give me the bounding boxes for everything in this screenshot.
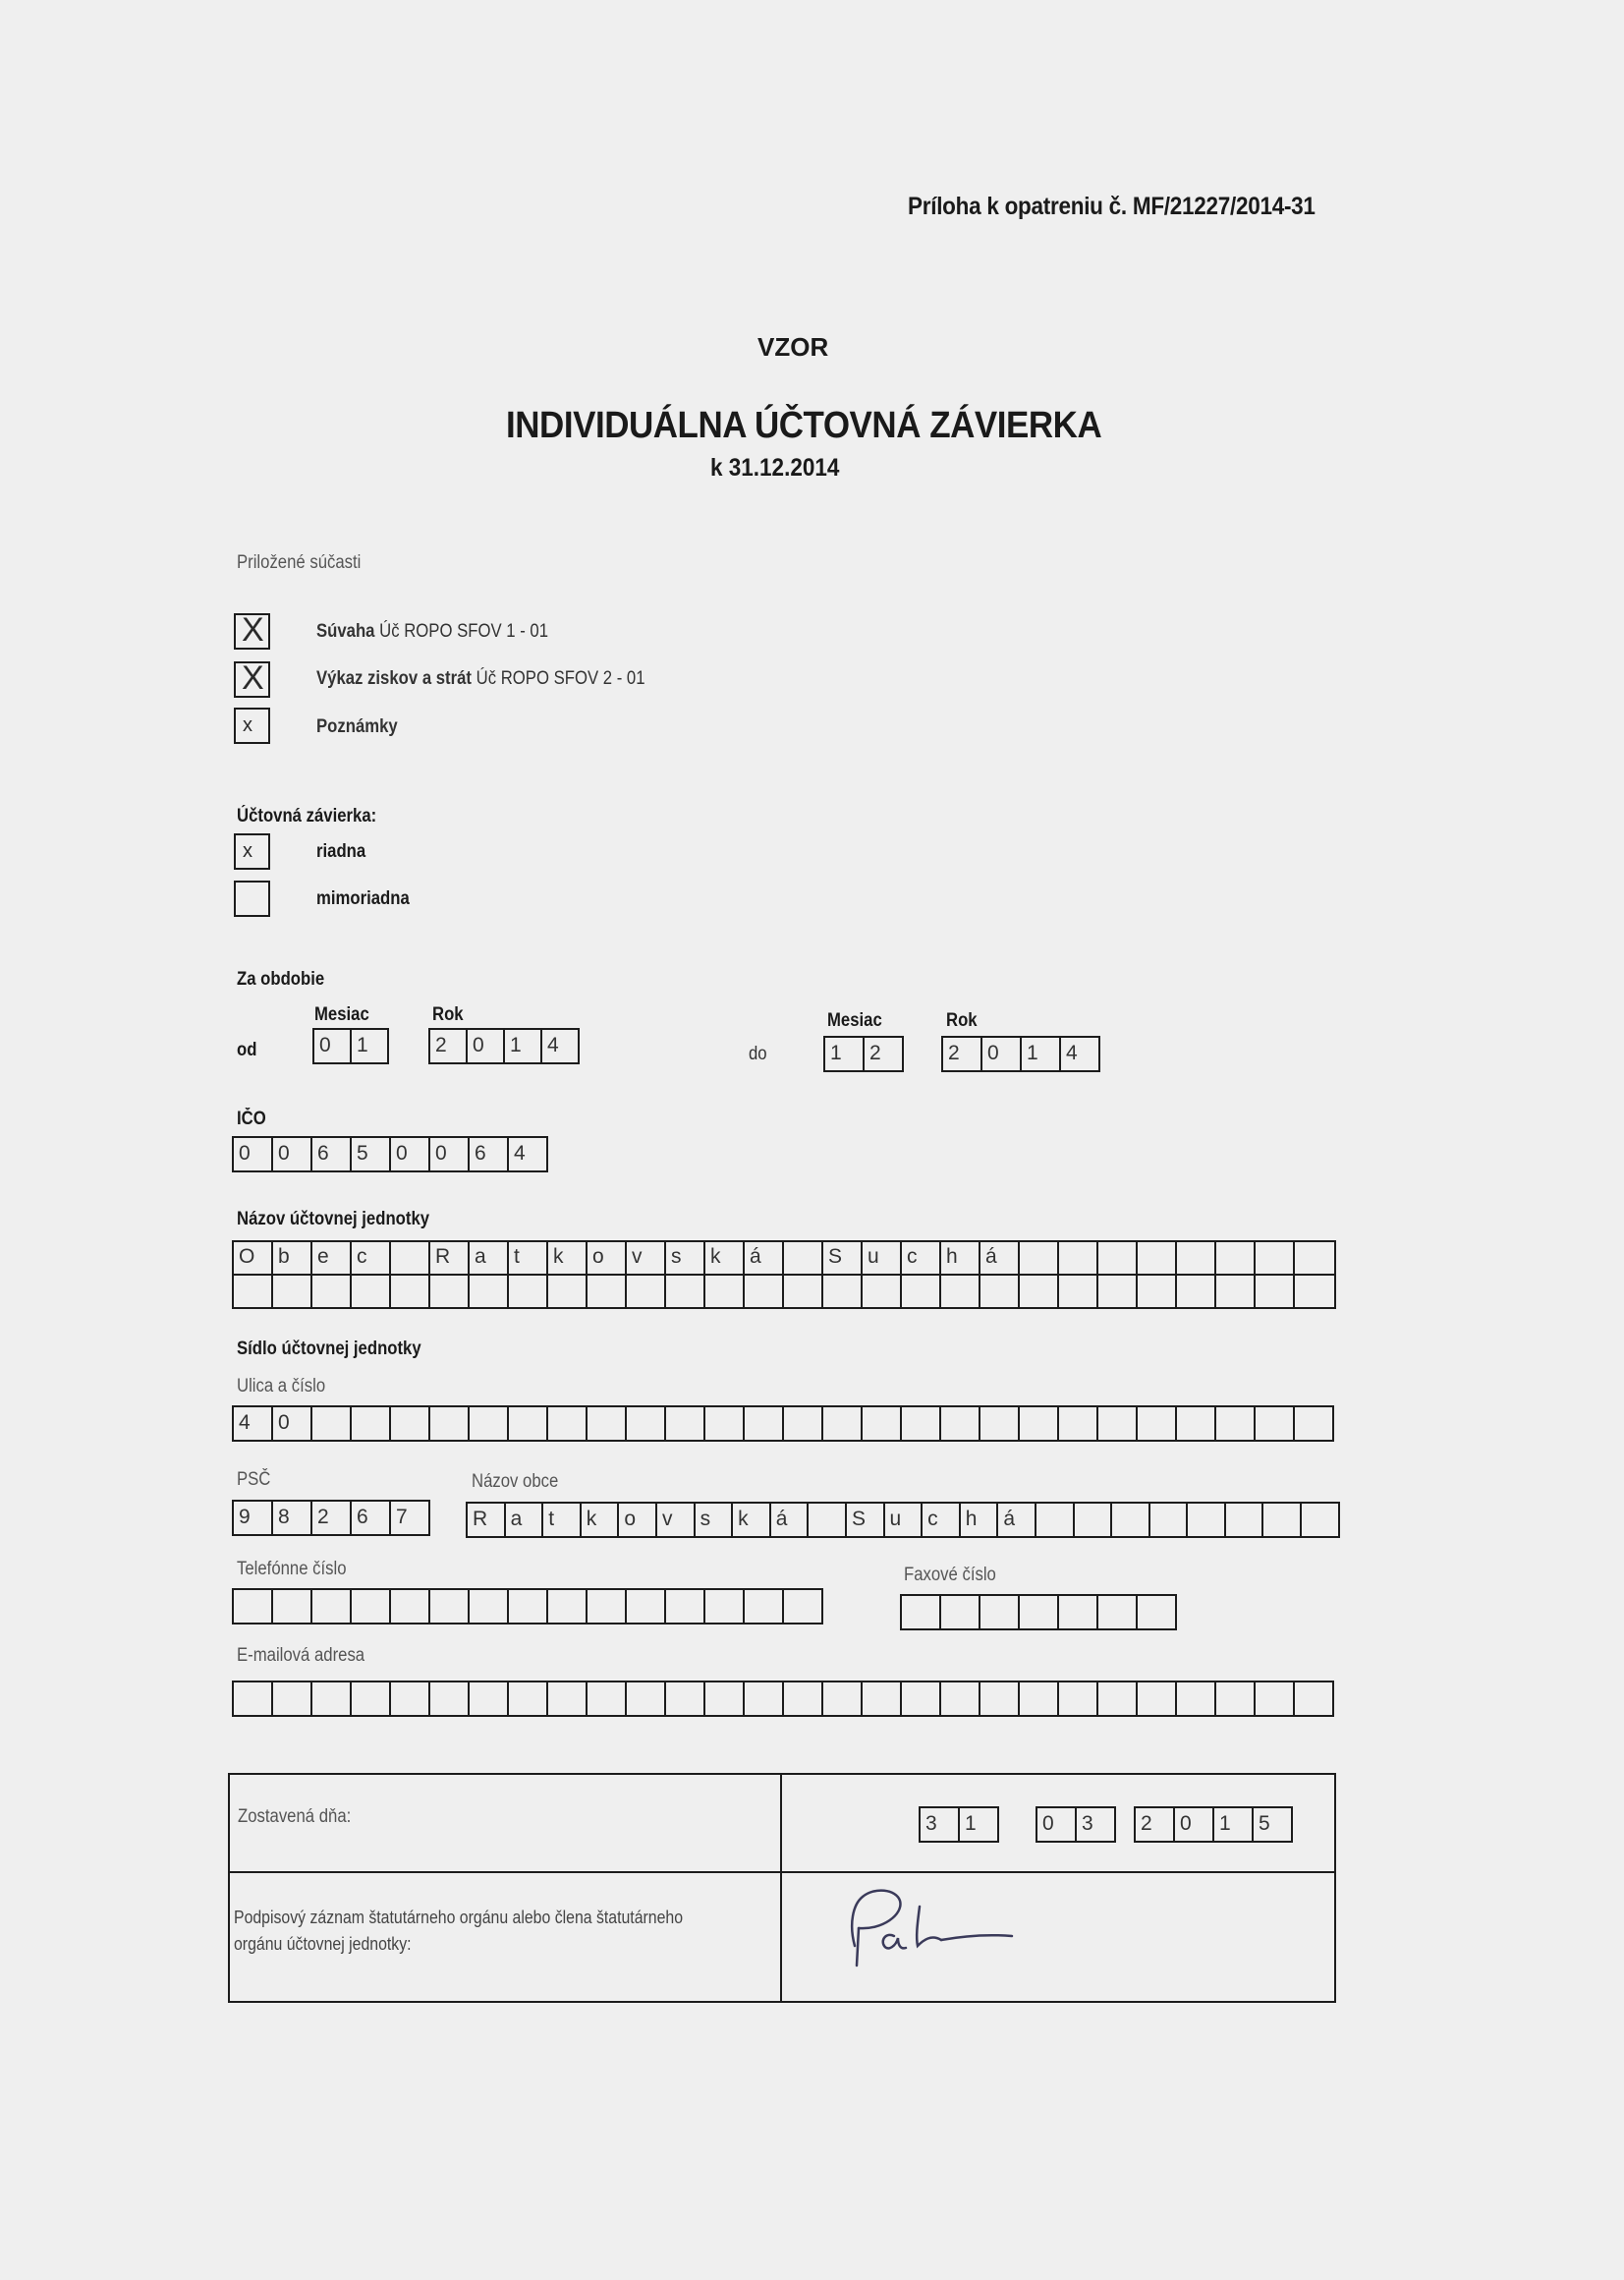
phone-cell[interactable] <box>666 1590 705 1623</box>
email-cell[interactable] <box>666 1682 705 1715</box>
street-cell[interactable] <box>784 1407 823 1440</box>
email-cell[interactable] <box>705 1682 745 1715</box>
street-cell[interactable] <box>627 1407 666 1440</box>
entity-name-cell[interactable] <box>745 1276 784 1307</box>
entity-name-cell[interactable] <box>470 1276 509 1307</box>
street-cell[interactable] <box>941 1407 980 1440</box>
entity-name-row1 <box>234 1242 1334 1274</box>
component-profit-loss: Výkaz ziskov a strát Úč ROPO SFOV 2 - 01 <box>316 668 645 689</box>
email-cell[interactable] <box>509 1682 548 1715</box>
entity-name-cell[interactable] <box>784 1276 823 1307</box>
entity-name-cell[interactable]: S <box>823 1242 863 1274</box>
email-label: E-mailová adresa <box>237 1645 365 1666</box>
fax-field[interactable] <box>900 1594 1177 1630</box>
phone-cell[interactable] <box>234 1590 273 1623</box>
to-year-field[interactable] <box>941 1036 1100 1072</box>
ico-field[interactable] <box>232 1136 548 1172</box>
to-year-cell[interactable]: 2 <box>943 1038 982 1070</box>
entity-name-cell[interactable] <box>1020 1276 1059 1307</box>
c-year-cell[interactable]: 0 <box>1175 1808 1214 1841</box>
entity-name-cell[interactable] <box>312 1276 352 1307</box>
compiled-year-field[interactable] <box>1134 1806 1293 1843</box>
to-year-cell[interactable]: 4 <box>1061 1038 1100 1070</box>
phone-field[interactable] <box>232 1588 823 1624</box>
entity-name-cell[interactable] <box>1295 1242 1334 1274</box>
phone-cell[interactable] <box>784 1590 823 1623</box>
town-cell[interactable]: á <box>998 1504 1036 1536</box>
psc-cell[interactable]: 9 <box>234 1502 273 1534</box>
entity-name-row2 <box>234 1274 1334 1307</box>
email-field[interactable] <box>232 1681 1334 1717</box>
entity-name-cell[interactable] <box>391 1242 430 1274</box>
town-cell[interactable] <box>1150 1504 1189 1536</box>
entity-name-cell[interactable] <box>863 1276 902 1307</box>
period-heading: Za obdobie <box>237 969 325 990</box>
from-label: od <box>237 1040 257 1060</box>
to-year-label: Rok <box>946 1010 978 1031</box>
fax-cell[interactable] <box>1098 1596 1138 1628</box>
street-cell[interactable] <box>705 1407 745 1440</box>
psc-field[interactable] <box>232 1500 430 1536</box>
town-cell[interactable]: s <box>696 1504 734 1536</box>
email-cell[interactable] <box>863 1682 902 1715</box>
town-cell[interactable]: a <box>506 1504 544 1536</box>
to-year-cell[interactable]: 0 <box>982 1038 1022 1070</box>
to-label: do <box>749 1044 767 1064</box>
town-cell[interactable]: R <box>468 1504 506 1536</box>
email-cell[interactable] <box>588 1682 627 1715</box>
document-title: INDIVIDUÁLNA ÚČTOVNÁ ZÁVIERKA <box>506 405 1102 446</box>
street-cell[interactable]: 0 <box>273 1407 312 1440</box>
email-cell[interactable] <box>1295 1682 1334 1715</box>
email-cell[interactable] <box>902 1682 941 1715</box>
street-cell[interactable] <box>1216 1407 1256 1440</box>
town-cell[interactable] <box>1302 1504 1340 1536</box>
street-cell[interactable] <box>823 1407 863 1440</box>
entity-name-cell[interactable] <box>823 1276 863 1307</box>
entity-name-cell[interactable] <box>509 1276 548 1307</box>
street-cell[interactable] <box>548 1407 588 1440</box>
c-day-cell[interactable]: 1 <box>960 1808 999 1841</box>
entity-name-cell[interactable]: k <box>705 1242 745 1274</box>
phone-cell[interactable] <box>470 1590 509 1623</box>
entity-name-cell[interactable] <box>1098 1276 1138 1307</box>
entity-name-cell[interactable] <box>273 1276 312 1307</box>
entity-name-cell[interactable]: k <box>548 1242 588 1274</box>
phone-cell[interactable] <box>588 1590 627 1623</box>
checkbox-regular[interactable]: x <box>234 833 270 870</box>
fax-cell[interactable] <box>941 1596 980 1628</box>
entity-name-cell[interactable]: t <box>509 1242 548 1274</box>
street-cell[interactable] <box>588 1407 627 1440</box>
street-cell[interactable] <box>470 1407 509 1440</box>
town-cell[interactable]: k <box>733 1504 771 1536</box>
entity-name-cell[interactable] <box>1138 1242 1177 1274</box>
compiled-day-field[interactable] <box>919 1806 999 1843</box>
from-year-label: Rok <box>432 1004 464 1025</box>
entity-name-cell[interactable] <box>1177 1242 1216 1274</box>
to-month-cell[interactable]: 2 <box>865 1038 904 1070</box>
phone-cell[interactable] <box>627 1590 666 1623</box>
psc-cell[interactable]: 6 <box>352 1502 391 1534</box>
entity-name-cell[interactable]: o <box>588 1242 627 1274</box>
from-year-cell[interactable]: 2 <box>430 1030 468 1062</box>
from-year-cell[interactable]: 4 <box>542 1030 580 1062</box>
email-cell[interactable] <box>352 1682 391 1715</box>
from-year-cell[interactable]: 0 <box>468 1030 505 1062</box>
town-cell[interactable] <box>1112 1504 1150 1536</box>
entity-name-cell[interactable]: e <box>312 1242 352 1274</box>
to-year-cell[interactable]: 1 <box>1022 1038 1061 1070</box>
entity-name-cell[interactable]: á <box>745 1242 784 1274</box>
fax-label: Faxové číslo <box>904 1565 996 1585</box>
document-label: VZOR <box>757 332 829 362</box>
entity-name-cell[interactable] <box>1059 1242 1098 1274</box>
phone-cell[interactable] <box>430 1590 470 1623</box>
fax-cell[interactable] <box>1020 1596 1059 1628</box>
entity-name-field[interactable] <box>232 1240 1336 1309</box>
entity-name-cell[interactable] <box>980 1276 1020 1307</box>
component-notes: Poznámky <box>316 716 398 737</box>
ico-cell[interactable]: 5 <box>352 1138 391 1170</box>
email-cell[interactable] <box>548 1682 588 1715</box>
ico-label: IČO <box>237 1109 266 1129</box>
from-month-label: Mesiac <box>314 1004 369 1025</box>
street-cell[interactable] <box>863 1407 902 1440</box>
entity-name-cell[interactable] <box>430 1276 470 1307</box>
to-month-label: Mesiac <box>827 1010 882 1031</box>
street-cell[interactable] <box>391 1407 430 1440</box>
email-cell[interactable] <box>470 1682 509 1715</box>
fax-cell[interactable] <box>1059 1596 1098 1628</box>
town-cell[interactable] <box>809 1504 847 1536</box>
compiled-label: Zostavená dňa: <box>238 1806 352 1827</box>
entity-name-cell[interactable] <box>1256 1276 1295 1307</box>
town-cell[interactable]: u <box>885 1504 924 1536</box>
entity-name-cell[interactable]: v <box>627 1242 666 1274</box>
handwritten-signature <box>835 1875 1032 1983</box>
seat-heading: Sídlo účtovnej jednotky <box>237 1339 421 1359</box>
email-cell[interactable] <box>430 1682 470 1715</box>
checkbox-balance-sheet[interactable]: X <box>234 613 270 650</box>
email-cell[interactable] <box>312 1682 352 1715</box>
entity-name-cell[interactable]: s <box>666 1242 705 1274</box>
entity-name-cell[interactable]: b <box>273 1242 312 1274</box>
entity-name-cell[interactable] <box>1138 1276 1177 1307</box>
to-month-field[interactable] <box>823 1036 904 1072</box>
email-cell[interactable] <box>1256 1682 1295 1715</box>
email-cell[interactable] <box>823 1682 863 1715</box>
entity-name-cell[interactable] <box>352 1276 391 1307</box>
entity-name-cell[interactable] <box>1059 1276 1098 1307</box>
town-cell[interactable] <box>1188 1504 1226 1536</box>
phone-cell[interactable] <box>273 1590 312 1623</box>
email-cell[interactable] <box>627 1682 666 1715</box>
fax-cell[interactable] <box>1138 1596 1177 1628</box>
entity-name-cell[interactable]: c <box>352 1242 391 1274</box>
checkbox-notes[interactable]: x <box>234 708 270 744</box>
street-cell[interactable] <box>980 1407 1020 1440</box>
entity-name-cell[interactable] <box>1216 1242 1256 1274</box>
town-cell[interactable] <box>1075 1504 1113 1536</box>
compiled-month-field[interactable] <box>1036 1806 1116 1843</box>
entity-name-cell[interactable] <box>1295 1276 1334 1307</box>
email-cell[interactable] <box>784 1682 823 1715</box>
c-month-cell[interactable]: 0 <box>1037 1808 1077 1841</box>
from-year-field[interactable] <box>428 1028 580 1064</box>
email-cell[interactable] <box>980 1682 1020 1715</box>
entity-name-cell[interactable] <box>588 1276 627 1307</box>
entity-name-cell[interactable]: h <box>941 1242 980 1274</box>
email-cell[interactable] <box>941 1682 980 1715</box>
email-cell[interactable] <box>1177 1682 1216 1715</box>
entity-name-cell[interactable] <box>941 1276 980 1307</box>
town-cell[interactable]: t <box>543 1504 582 1536</box>
phone-label: Telefónne číslo <box>237 1559 347 1579</box>
email-cell[interactable] <box>273 1682 312 1715</box>
psc-label: PSČ <box>237 1469 271 1490</box>
town-cell[interactable] <box>1263 1504 1302 1536</box>
components-heading: Priložené súčasti <box>237 552 362 573</box>
regular-label: riadna <box>316 841 366 862</box>
component-balance-sheet: Súvaha Úč ROPO SFOV 1 - 01 <box>316 621 549 642</box>
entity-name-label: Názov účtovnej jednotky <box>237 1209 430 1229</box>
street-field[interactable] <box>232 1405 1334 1442</box>
phone-cell[interactable] <box>312 1590 352 1623</box>
entity-name-cell[interactable] <box>391 1276 430 1307</box>
street-cell[interactable] <box>1138 1407 1177 1440</box>
entity-name-cell[interactable] <box>784 1242 823 1274</box>
street-cell[interactable] <box>666 1407 705 1440</box>
street-cell[interactable] <box>745 1407 784 1440</box>
signature-block-rowline <box>228 1871 1336 1873</box>
town-cell[interactable] <box>1036 1504 1075 1536</box>
email-cell[interactable] <box>1098 1682 1138 1715</box>
c-month-cell[interactable]: 3 <box>1077 1808 1116 1841</box>
town-field[interactable] <box>466 1502 1340 1538</box>
ico-cell[interactable]: 6 <box>312 1138 352 1170</box>
entity-name-cell[interactable] <box>902 1276 941 1307</box>
street-cell[interactable]: 4 <box>234 1407 273 1440</box>
entity-name-cell[interactable] <box>627 1276 666 1307</box>
entity-name-cell[interactable] <box>548 1276 588 1307</box>
from-year-cell[interactable]: 1 <box>505 1030 542 1062</box>
phone-cell[interactable] <box>745 1590 784 1623</box>
ico-cell[interactable]: 0 <box>273 1138 312 1170</box>
annex-reference: Príloha k opatreniu č. MF/21227/2014-31 <box>908 193 1316 220</box>
email-cell[interactable] <box>745 1682 784 1715</box>
entity-name-cell[interactable]: O <box>234 1242 273 1274</box>
signature-label: Podpisový záznam štatutárneho orgánu alebo člena štatutárneho orgánu účtovnej jednotky: <box>234 1908 684 1954</box>
c-year-cell[interactable]: 1 <box>1214 1808 1254 1841</box>
street-cell[interactable] <box>1020 1407 1059 1440</box>
town-cell[interactable]: á <box>771 1504 810 1536</box>
ico-cell[interactable]: 0 <box>430 1138 470 1170</box>
signature-block-divider <box>780 1773 782 2003</box>
extraordinary-label: mimoriadna <box>316 888 410 909</box>
town-cell[interactable]: h <box>961 1504 999 1536</box>
street-cell[interactable] <box>1295 1407 1334 1440</box>
document-date: k 31.12.2014 <box>710 454 840 482</box>
phone-cell[interactable] <box>705 1590 745 1623</box>
checkbox-profit-loss[interactable]: X <box>234 661 270 698</box>
entity-name-cell[interactable] <box>1098 1242 1138 1274</box>
c-day-cell[interactable]: 3 <box>921 1808 960 1841</box>
entity-name-cell[interactable] <box>1020 1242 1059 1274</box>
town-cell[interactable]: k <box>582 1504 620 1536</box>
entity-name-cell[interactable]: c <box>902 1242 941 1274</box>
street-cell[interactable] <box>1059 1407 1098 1440</box>
email-cell[interactable] <box>1216 1682 1256 1715</box>
psc-cell[interactable]: 2 <box>312 1502 352 1534</box>
phone-cell[interactable] <box>391 1590 430 1623</box>
street-cell[interactable] <box>902 1407 941 1440</box>
entity-name-cell[interactable] <box>1216 1276 1256 1307</box>
email-cell[interactable] <box>391 1682 430 1715</box>
street-cell[interactable] <box>430 1407 470 1440</box>
phone-cell[interactable] <box>509 1590 548 1623</box>
to-month-cell[interactable]: 1 <box>825 1038 865 1070</box>
entity-name-cell[interactable] <box>1177 1276 1216 1307</box>
street-cell[interactable] <box>352 1407 391 1440</box>
entity-name-cell[interactable]: R <box>430 1242 470 1274</box>
ico-cell[interactable]: 0 <box>391 1138 430 1170</box>
entity-name-cell[interactable]: a <box>470 1242 509 1274</box>
c-year-cell[interactable]: 5 <box>1254 1808 1293 1841</box>
street-cell[interactable] <box>1098 1407 1138 1440</box>
from-month-cell[interactable]: 1 <box>352 1030 389 1062</box>
closing-heading: Účtovná závierka: <box>237 806 377 826</box>
town-cell[interactable]: o <box>619 1504 657 1536</box>
street-cell[interactable] <box>312 1407 352 1440</box>
ico-cell[interactable]: 6 <box>470 1138 509 1170</box>
street-cell[interactable] <box>509 1407 548 1440</box>
entity-name-cell[interactable] <box>666 1276 705 1307</box>
email-cell[interactable] <box>1059 1682 1098 1715</box>
entity-name-cell[interactable]: á <box>980 1242 1020 1274</box>
entity-name-cell[interactable] <box>705 1276 745 1307</box>
fax-cell[interactable] <box>902 1596 941 1628</box>
ico-cell[interactable]: 0 <box>234 1138 273 1170</box>
psc-cell[interactable]: 7 <box>391 1502 430 1534</box>
from-month-cell[interactable]: 0 <box>314 1030 352 1062</box>
email-cell[interactable] <box>1138 1682 1177 1715</box>
town-cell[interactable]: c <box>923 1504 961 1536</box>
phone-cell[interactable] <box>548 1590 588 1623</box>
fax-cell[interactable] <box>980 1596 1020 1628</box>
town-cell[interactable]: S <box>847 1504 885 1536</box>
street-label: Ulica a číslo <box>237 1376 326 1396</box>
phone-cell[interactable] <box>352 1590 391 1623</box>
entity-name-cell[interactable] <box>234 1276 273 1307</box>
entity-name-cell[interactable]: u <box>863 1242 902 1274</box>
from-month-field[interactable] <box>312 1028 389 1064</box>
entity-name-cell[interactable] <box>1256 1242 1295 1274</box>
email-cell[interactable] <box>1020 1682 1059 1715</box>
town-cell[interactable] <box>1226 1504 1264 1536</box>
street-cell[interactable] <box>1256 1407 1295 1440</box>
c-year-cell[interactable]: 2 <box>1136 1808 1175 1841</box>
email-cell[interactable] <box>234 1682 273 1715</box>
town-cell[interactable]: v <box>657 1504 696 1536</box>
ico-cell[interactable]: 4 <box>509 1138 548 1170</box>
psc-cell[interactable]: 8 <box>273 1502 312 1534</box>
town-label: Názov obce <box>472 1471 559 1492</box>
checkbox-extraordinary[interactable] <box>234 881 270 917</box>
street-cell[interactable] <box>1177 1407 1216 1440</box>
